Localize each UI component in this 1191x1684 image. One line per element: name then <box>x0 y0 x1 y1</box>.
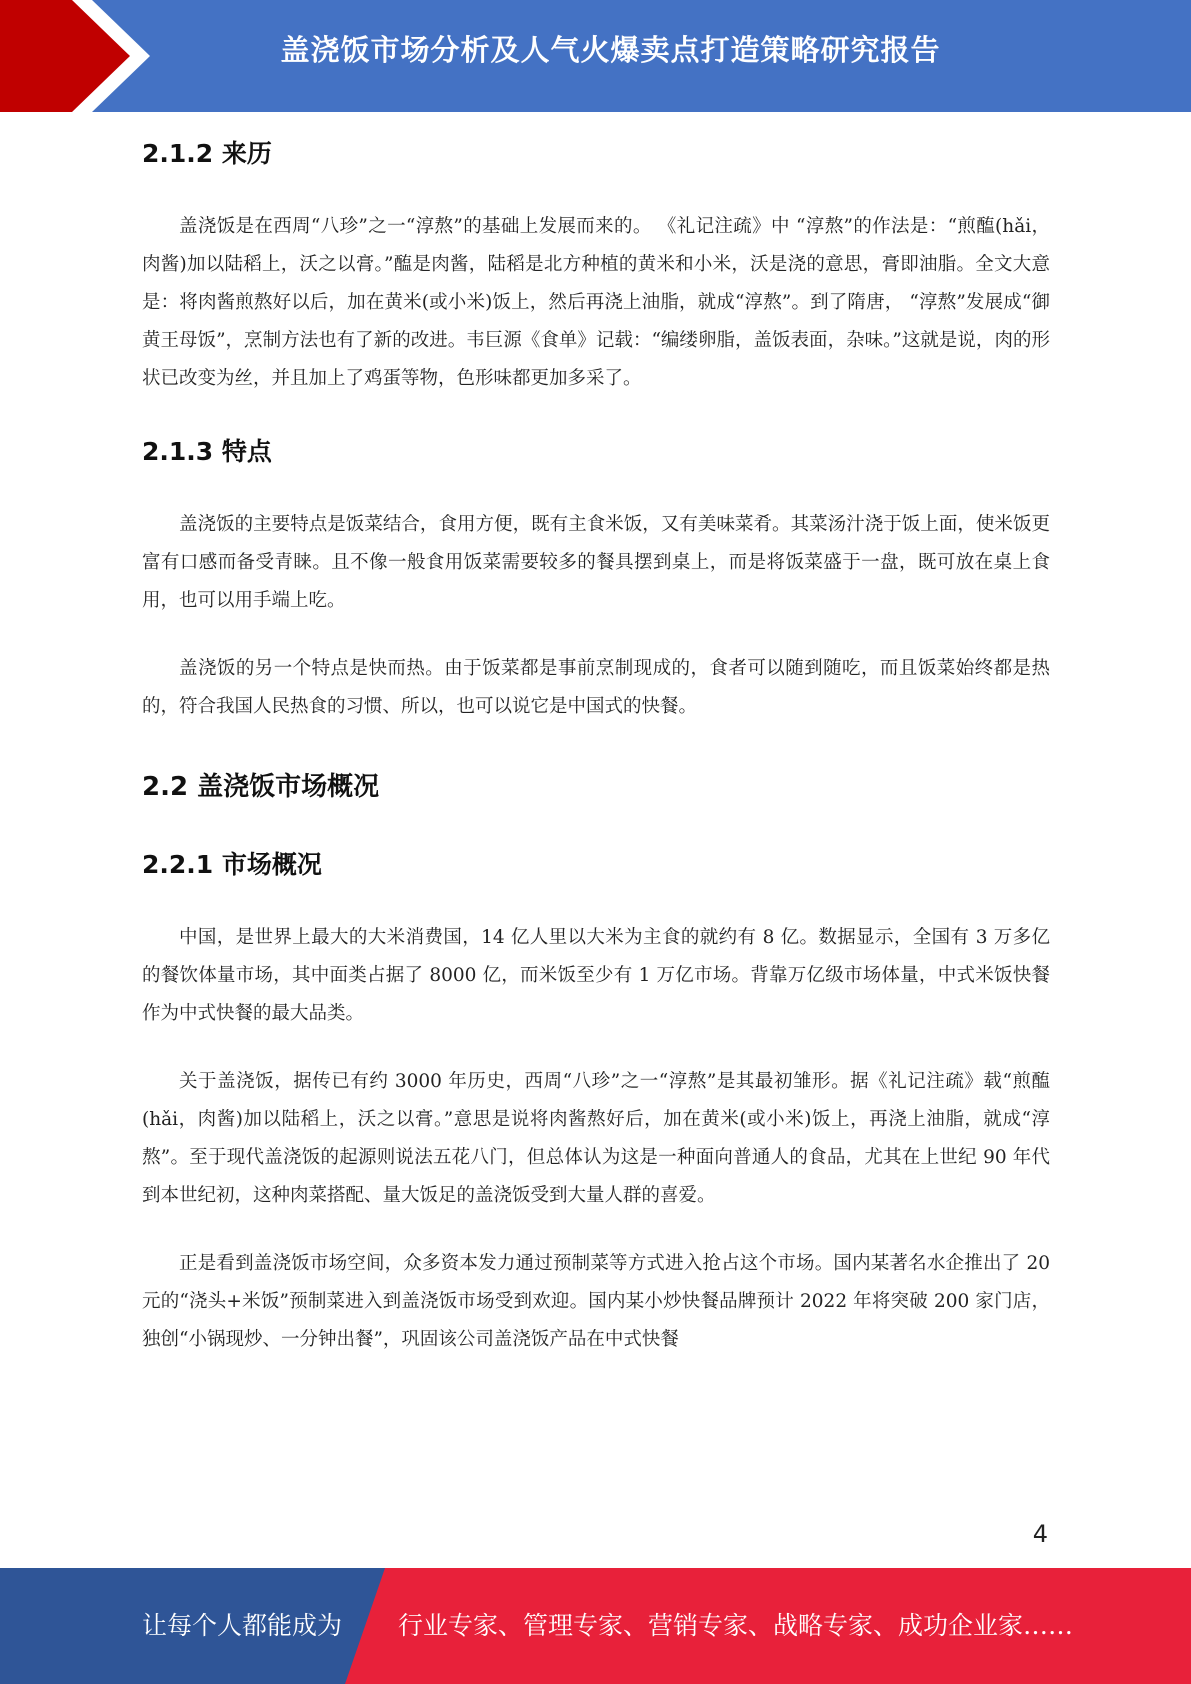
heading-2-1-3: 2.1.3 特点 <box>142 437 272 466</box>
page-header <box>0 0 1191 112</box>
paragraph-features-1: 盖浇饭的主要特点是饭菜结合，食用方便，既有主食米饭，又有美味菜肴。其菜汤汁浇于饭上面，使米饭更富有口感而备受青睐。且不像一般食用饭菜需要较多的餐具摆到桌上，而是将饭菜盛于一盘，既可放在桌上食用，也可以用手端上吃。 <box>142 514 1050 611</box>
report-title: 盖浇饭市场分析及人气火爆卖点打造策略研究报告 <box>280 33 941 67</box>
paragraph-market-2: 关于盖浇饭，据传已有约 3000 年历史，西周“八珍”之一“淳熬”是其最初雏形。据《礼记注疏》载“煎醢(hǎi，肉酱)加以陆稻上，沃之以膏。”意思是说将肉酱熬好后，加在黄米(或小米)饭上，再浇上油脂，就成“淳熬”。至于现代盖浇饭的起源则说法五花八门，但总体认为这是一种面向普通人的食品，尤其在上世纪 90 年代到本世纪初，这种肉菜搭配、量大饭足的盖浇饭受到大量人群的喜爱。 <box>142 1071 1050 1206</box>
footer-slogan-lead: 让每个人都能成为 <box>142 1611 343 1640</box>
paragraph-origin: 盖浇饭是在西周“八珍”之一“淳熬”的基础上发展而来的。 《礼记注疏》中 “淳熬”的作法是：“煎醢(hǎi，肉酱)加以陆稻上，沃之以膏。”醢是肉酱，陆稻是北方种植的黄米和小米，沃是浇的意思，膏即油脂。全文大意是：将肉酱煎熬好以后，加在黄米(或小米)饭上，然后再浇上油脂，就成“淳熬”。到了隋唐， “淳熬”发展成“御黄王母饭”，烹制方法也有了新的改进。韦巨源《食单》记载：“编缕卵脂，盖饭表面，杂味。”这就是说，肉的形状已改变为丝，并且加上了鸡蛋等物，色形味都更加多采了。 <box>142 216 1050 389</box>
heading-2-2-1: 2.2.1 市场概况 <box>142 850 322 879</box>
page-footer <box>0 1568 1191 1684</box>
paragraph-features-2: 盖浇饭的另一个特点是快而热。由于饭菜都是事前烹制现成的，食者可以随到随吃，而且饭菜始终都是热的，符合我国人民热食的习惯、所以，也可以说它是中国式的快餐。 <box>142 658 1050 717</box>
paragraph-market-3: 正是看到盖浇饭市场空间，众多资本发力通过预制菜等方式进入抢占这个市场。国内某著名水企推出了 20 元的“浇头+米饭”预制菜进入到盖浇饭市场受到欢迎。国内某小炒快餐品牌预计 2022 年将突破 200 家门店，独创“小锅现炒、一分钟出餐”，巩固该公司盖浇饭产品在中式快餐 <box>142 1253 1050 1350</box>
page-content <box>142 118 1050 1359</box>
paragraph-market-1: 中国，是世界上最大的大米消费国，14 亿人里以大米为主食的就约有 8 亿。数据显示，全国有 3 万多亿的餐饮体量市场，其中面类占据了 8000 亿，而米饭至少有 1 万亿市场。背靠万亿级市场体量，中式米饭快餐作为中式快餐的最大品类。 <box>142 927 1050 1024</box>
page-number: 4 <box>1032 1520 1048 1548</box>
heading-2-1-2: 2.1.2 来历 <box>142 139 272 168</box>
heading-2-2: 2.2 盖浇饭市场概况 <box>142 772 380 802</box>
footer-slogan-tail: 行业专家、管理专家、营销专家、战略专家、成功企业家…… <box>398 1611 1074 1640</box>
